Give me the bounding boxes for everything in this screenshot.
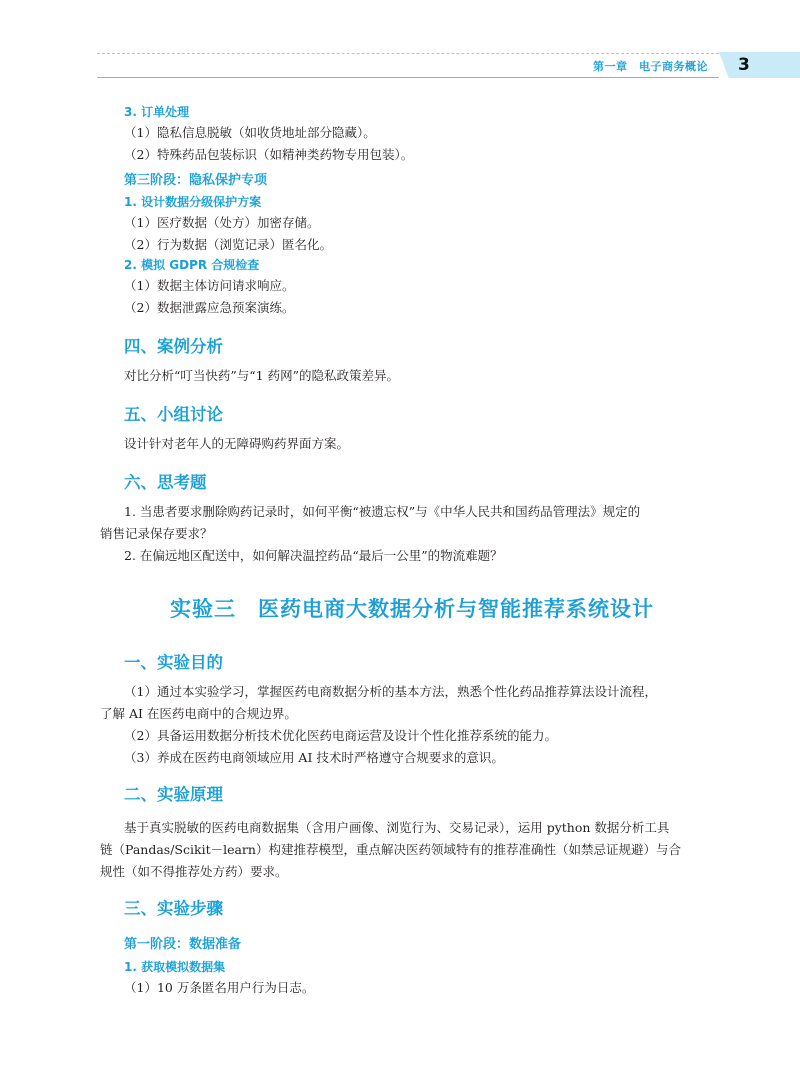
subheading: 1. 设计数据分级保护方案 [124,195,262,209]
paragraph-continuation: 规性（如不得推荐处方药）要求。 [100,864,288,879]
list-item: （2）行为数据（浏览记录）匿名化。 [124,237,332,252]
list-item: （1）10 万条匿名用户行为日志。 [124,980,315,995]
question-continuation: 销售记录保存要求？ [100,526,213,541]
subheading: 2. 模拟 GDPR 合规检查 [124,258,260,272]
section-heading-questions: 六、思考题 [124,473,207,492]
experiment-title: 实验三 医药电商大数据分析与智能推荐系统设计 [170,597,654,621]
page-body [100,100,724,999]
page-number: 3 [738,55,750,75]
paragraph-continuation: 链（Pandas/Scikit－learn）构建推荐模型，重点解决医药领域特有的推荐准确性（如禁忌证规避）与合 [100,842,681,857]
paragraph: 设计针对老年人的无障碍购药界面方案。 [124,436,350,451]
page-number-tab [719,52,800,78]
section-heading-case-analysis: 四、案例分析 [124,337,223,356]
subheading: 1. 获取模拟数据集 [124,960,226,974]
list-item: （1）数据主体访问请求响应。 [124,278,295,293]
section-heading-objectives: 一、实验目的 [124,653,223,672]
list-item: （1）隐私信息脱敏（如收货地址部分隐藏）。 [124,125,376,140]
question-item: 2. 在偏远地区配送中，如何解决温控药品“最后一公里”的物流难题？ [124,548,503,563]
section-heading-principle: 二、实验原理 [124,785,223,804]
paragraph-continuation: 了解 AI 在医药电商中的合规边界。 [100,706,297,721]
section-heading-group-discussion: 五、小组讨论 [124,405,223,424]
header-rule [97,77,719,78]
paragraph: （2）具备运用数据分析技术优化医药电商运营及设计个性化推荐系统的能力。 [124,728,557,743]
paragraph: 对比分析“叮当快药”与“1 药网”的隐私政策差异。 [124,368,399,383]
stage-heading: 第一阶段：数据准备 [124,937,242,952]
header-dashed-rule [97,53,719,54]
list-item: （1）医疗数据（处方）加密存储。 [124,215,320,230]
list-item: （2）数据泄露应急预案演练。 [124,300,295,315]
paragraph: 基于真实脱敏的医药电商数据集（含用户画像、浏览行为、交易记录），运用 python 数据分析工具 [124,820,670,835]
subheading-order-processing: 3. 订单处理 [124,105,190,119]
paragraph: （3）养成在医药电商领域应用 AI 技术时严格遵守合规要求的意识。 [124,750,504,765]
running-header: 第一章 电子商务概论 [593,60,708,73]
list-item: （2）特殊药品包装标识（如精神类药物专用包装）。 [124,147,414,162]
section-heading-steps: 三、实验步骤 [124,899,223,918]
paragraph: （1）通过本实验学习，掌握医药电商数据分析的基本方法，熟悉个性化药品推荐算法设计流程， [124,684,657,699]
question-item: 1. 当患者要求删除购药记录时，如何平衡“被遗忘权”与《中华人民共和国药品管理法》规定的 [124,504,641,519]
stage-heading: 第三阶段：隐私保护专项 [124,173,268,188]
